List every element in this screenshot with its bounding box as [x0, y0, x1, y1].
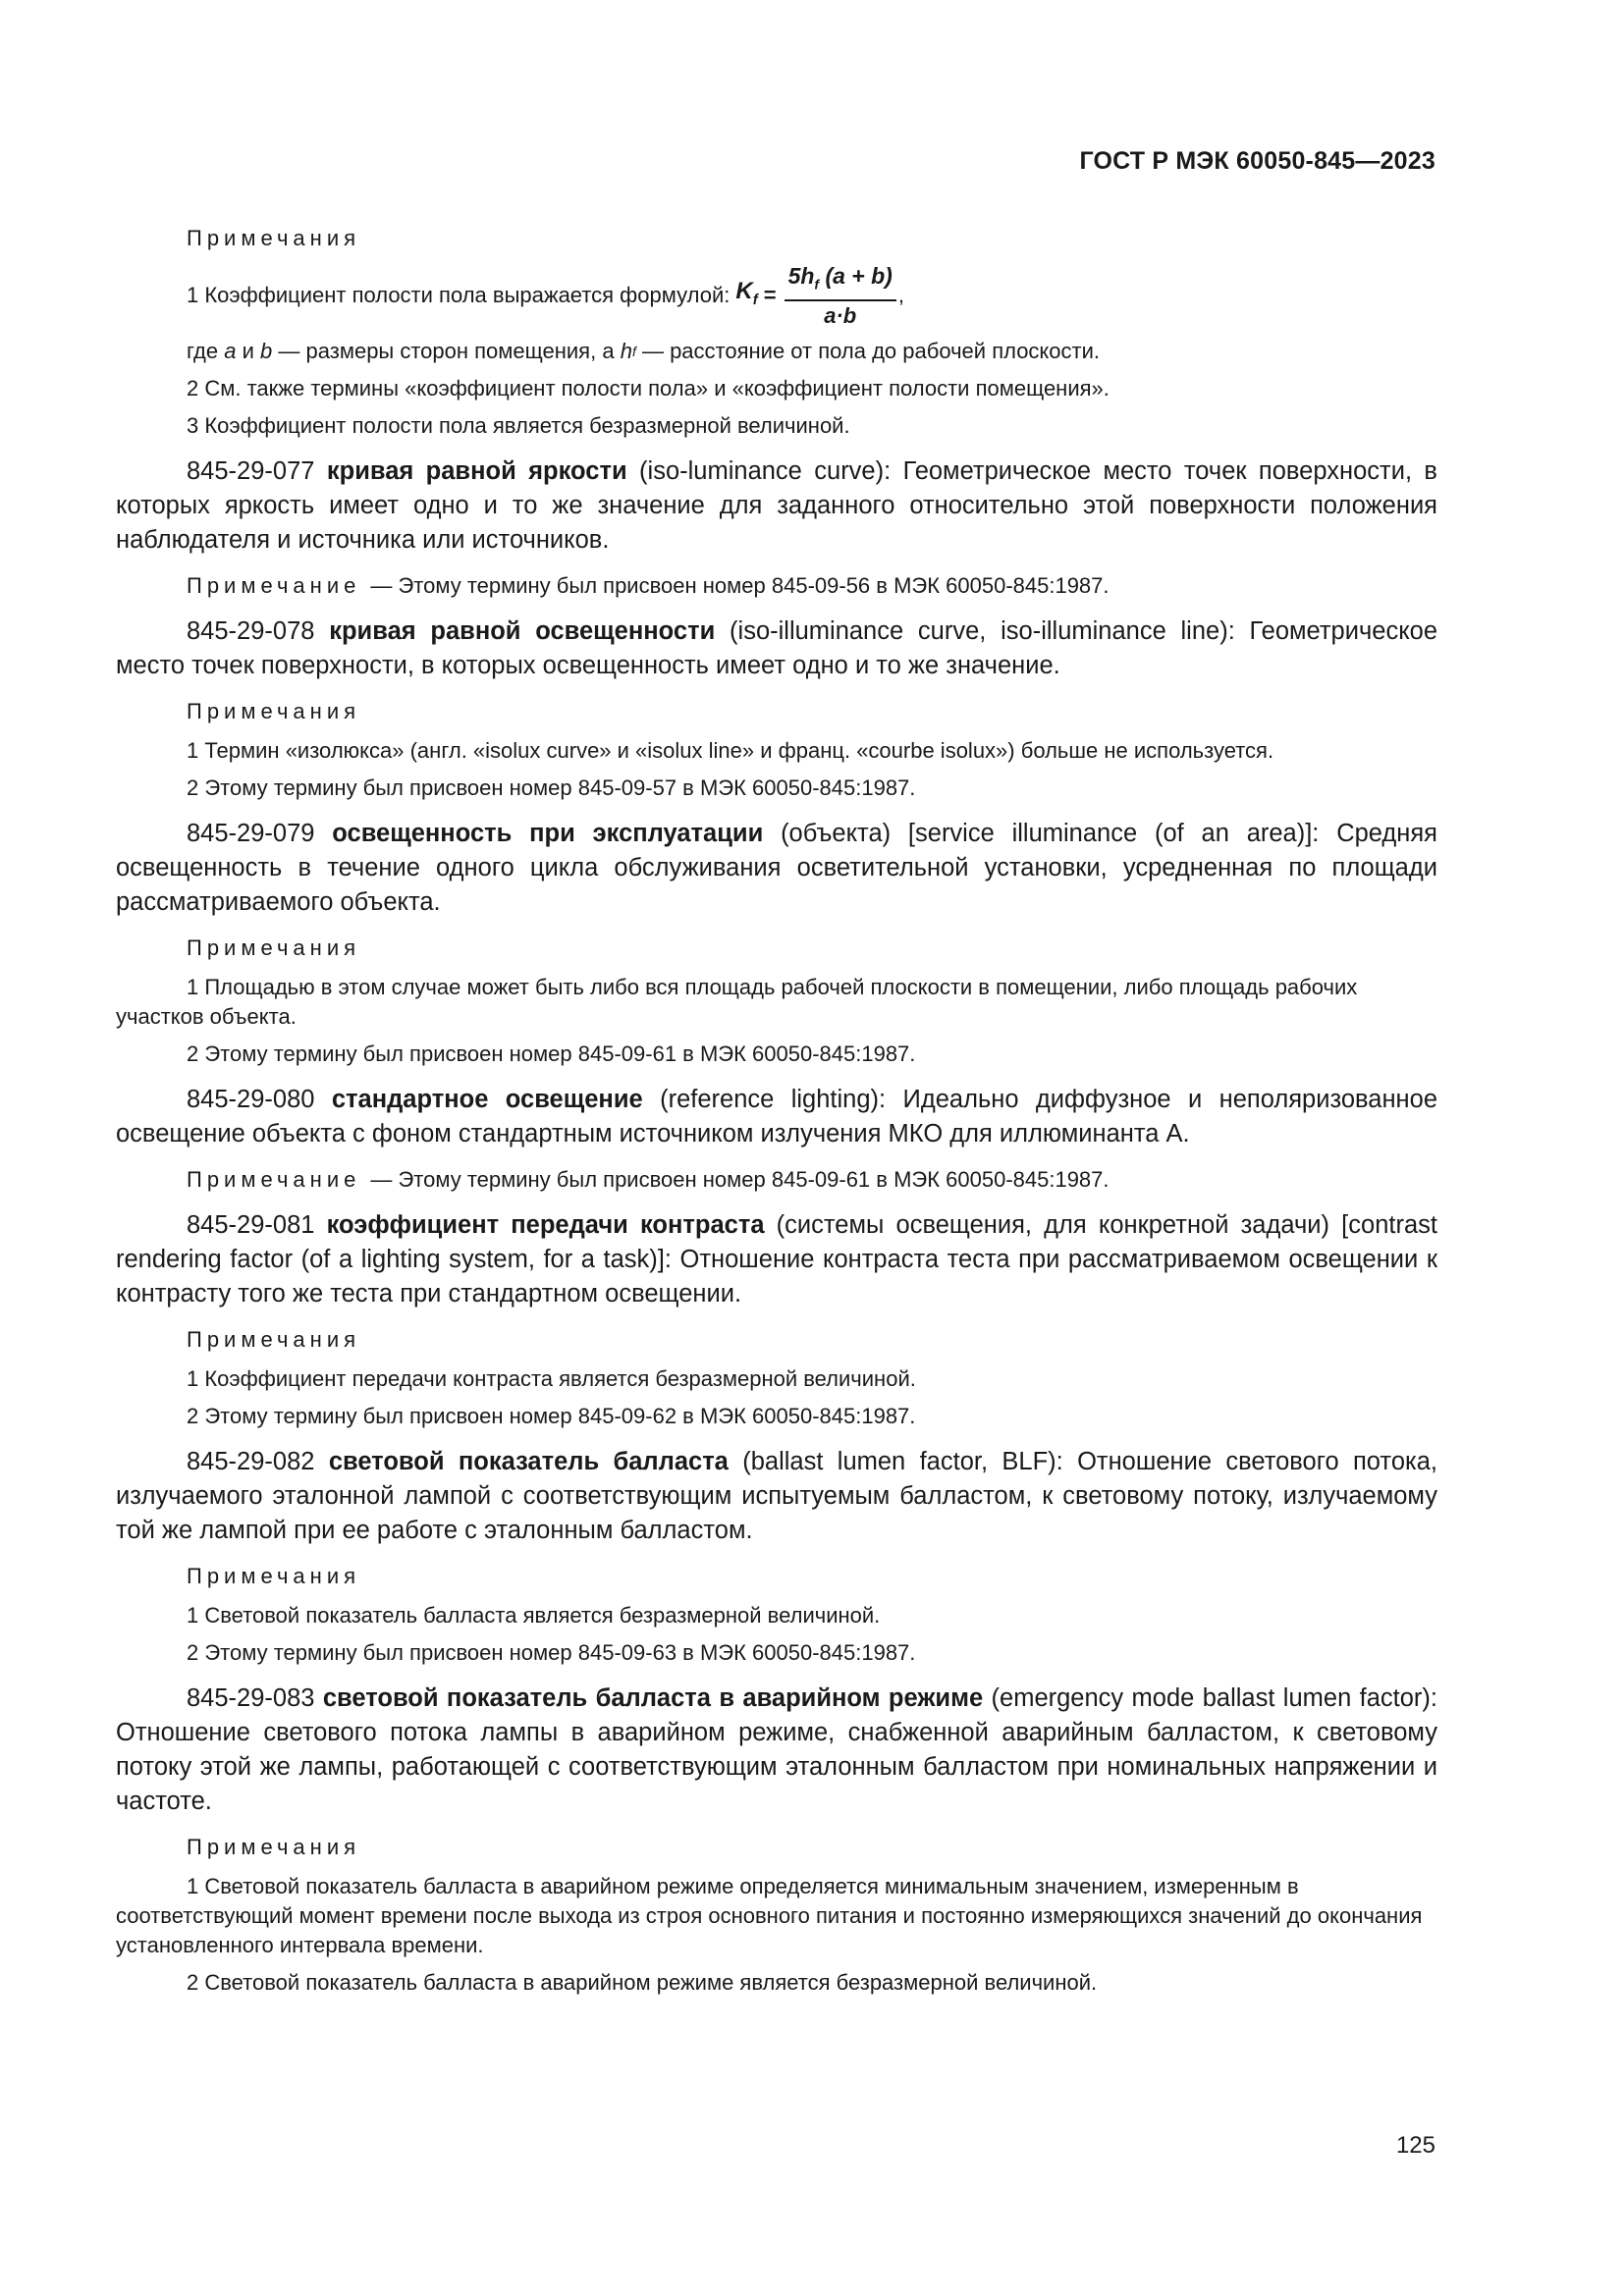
- note-item: 1 Коэффициент передачи контраста является безразмерной величиной.: [187, 1365, 916, 1391]
- term-number: 845-29-081: [187, 1210, 315, 1239]
- term-definition: (объекта) [service illuminance (of an area)]: Средняя освещенность в течение одного цикла обслуживания осветительной установки, усредненная по площади рассматриваемого объекта.: [116, 819, 1437, 916]
- term-definition: (системы освещения, для конкретной задачи) [contrast rendering factor (of a lighting system, for a task)]: Отношение контраста теста при рассматриваемом освещении к контрасту того же теста при стандартном освещении.: [116, 1210, 1437, 1308]
- notes-heading: Примечания: [187, 698, 361, 723]
- term-name: коэффициент передачи контраста: [326, 1210, 765, 1239]
- formula-numerator: $5h_f$ (a + b): [785, 263, 896, 301]
- note-inline: Примечание — Этому термину был присвоен номер 845-09-56 в МЭК 60050-845:1987.: [187, 572, 1110, 598]
- formula-equals: =: [763, 283, 777, 308]
- notes-heading: Примечания: [187, 1834, 361, 1859]
- formula-prefix: 1 Коэффициент полости пола выражается формулой:: [187, 283, 731, 308]
- term-definition: (reference lighting): Идеально диффузное и неполяризованное освещение объекта с фоном стандартным источником излучения МКО для иллюминанта А.: [116, 1085, 1437, 1148]
- term-entry: [116, 1208, 1437, 1311]
- document-body: [116, 224, 1437, 2005]
- note-item: 3 Коэффициент полости пола является безразмерной величиной.: [187, 412, 850, 438]
- note-item: 2 Этому термину был присвоен номер 845-09-61 в МЭК 60050-845:1987.: [187, 1041, 916, 1066]
- notes-heading: Примечания: [187, 934, 361, 960]
- term-entry: [116, 1083, 1437, 1151]
- note-item: 2 Этому термину был присвоен номер 845-09-62 в МЭК 60050-845:1987.: [187, 1403, 916, 1428]
- term-number: 845-29-082: [187, 1447, 315, 1475]
- term-name: световой показатель балласта в аварийном режиме: [322, 1683, 984, 1712]
- note-item: 2 Этому термину был присвоен номер 845-09-57 в МЭК 60050-845:1987.: [187, 774, 916, 800]
- note-item: 1 Световой показатель балласта является безразмерной величиной.: [187, 1602, 881, 1628]
- notes-heading: Примечания: [187, 1326, 361, 1352]
- formula-suffix: ,: [897, 283, 904, 308]
- term-definition: (ballast lumen factor, BLF): Отношение светового потока, излучаемого эталонной лампой с соответствующим испытуемым балластом, к световому потоку, излучаемому той же лампой при ее работе с эталонным балластом.: [116, 1447, 1437, 1544]
- page-number: 125: [1395, 2132, 1435, 2159]
- term-number: 845-29-078: [187, 616, 315, 645]
- formula-denominator: a·b: [824, 302, 857, 328]
- note-item: 1 Площадью в этом случае может быть либо вся площадь рабочей плоскости в помещении, либо площадь рабочих участков объекта.: [116, 974, 1358, 1029]
- note-item: 2 Световой показатель балласта в аварийном режиме является безразмерной величиной.: [187, 1969, 1098, 1995]
- term-number: 845-29-080: [187, 1085, 315, 1113]
- term-entry: [116, 1445, 1437, 1548]
- term-definition: (iso-luminance curve): Геометрическое место точек поверхности, в которых яркость имеет одно и то же значение для заданного относительно этой поверхности положения наблюдателя и источника или источников.: [116, 456, 1437, 554]
- note-item: 2 Этому термину был присвоен номер 845-09-63 в МЭК 60050-845:1987.: [187, 1639, 916, 1665]
- term-entry: [116, 454, 1437, 558]
- term-number: 845-29-083: [187, 1683, 315, 1712]
- note-item: 1 Световой показатель балласта в аварийном режиме определяется минимальным значением, измеренным в соответствующий момент времени после выхода из строя основного питания и постоянно измеряющихся значений до окончания установленного интервала времени.: [116, 1873, 1423, 1957]
- term-number: 845-29-077: [187, 456, 315, 485]
- term-definition: (emergency mode ballast lumen factor): Отношение светового потока лампы в аварийном режиме, снабженной аварийным балластом, к световому потоку этой же лампы, работающей с соответствующим эталонным балластом при номинальных напряжении и частоте.: [116, 1683, 1437, 1815]
- document-header: ГОСТ Р МЭК 60050-845—2023: [1079, 147, 1435, 175]
- note-item: 1 Термин «изолюкса» (англ. «isolux curve» и «isolux line» и франц. «courbe isolux») больше не используется.: [187, 737, 1274, 763]
- formula-explanation: где a и b — размеры сторон помещения, а h f — расстояние от пола до рабочей плоскости.: [187, 338, 1101, 363]
- term-definition: (iso-illuminance curve, iso-illuminance line): Геометрическое место точек поверхности, в которых освещенность имеет одно и то же значение.: [116, 616, 1438, 679]
- term-name: кривая равной яркости: [326, 456, 627, 485]
- notes-heading: Примечания: [187, 1563, 361, 1588]
- formula-fraction: [785, 263, 896, 329]
- term-entry: [116, 817, 1437, 920]
- term-name: кривая равной освещенности: [329, 616, 716, 645]
- formula-note: [187, 263, 1437, 329]
- term-name: освещенность при эксплуатации: [332, 819, 764, 847]
- note-item: 2 См. также термины «коэффициент полости пола» и «коэффициент полости помещения».: [187, 375, 1110, 400]
- formula-lhs: $K_f$: [735, 277, 758, 308]
- term-name: стандартное освещение: [331, 1085, 643, 1113]
- note-inline: Примечание — Этому термину был присвоен номер 845-09-61 в МЭК 60050-845:1987.: [187, 1166, 1110, 1192]
- term-entry: [116, 1682, 1437, 1819]
- term-entry: [116, 614, 1437, 683]
- notes-heading: Примечания: [187, 226, 361, 250]
- term-number: 845-29-079: [187, 819, 315, 847]
- term-name: световой показатель балласта: [328, 1447, 729, 1475]
